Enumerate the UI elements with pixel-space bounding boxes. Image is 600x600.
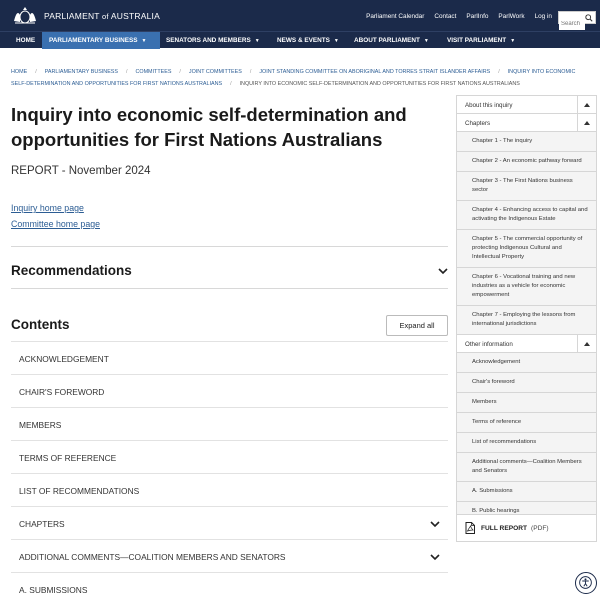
nav-home[interactable]: HOME bbox=[16, 37, 36, 44]
inquiry-home-link[interactable]: Inquiry home page bbox=[11, 203, 84, 213]
login-link[interactable]: Log in bbox=[534, 13, 552, 20]
report-sidebar bbox=[456, 96, 597, 522]
parlinfo-link[interactable]: ParlInfo bbox=[466, 13, 489, 20]
breadcrumb-current: INQUIRY INTO ECONOMIC SELF-DETERMINATION AND OPPORTUNITIES FOR FIRST NATIONS AUSTRALIANS bbox=[239, 81, 520, 87]
breadcrumb-joint-committees[interactable]: JOINT COMMITTEES bbox=[188, 69, 242, 75]
chevron-up-icon[interactable] bbox=[577, 114, 596, 131]
accessibility-button[interactable] bbox=[575, 572, 597, 594]
sidebar-other-list-of-recommendations[interactable]: List of recommendations bbox=[456, 432, 597, 453]
sidebar-other-chairs-foreword[interactable]: Chair's foreword bbox=[456, 372, 597, 393]
site-header bbox=[0, 0, 600, 31]
contents-list bbox=[11, 342, 448, 600]
contents-item-terms-of-reference[interactable]: TERMS OF REFERENCE bbox=[11, 440, 448, 474]
contact-link[interactable]: Contact bbox=[434, 13, 457, 20]
contents-item-acknowledgement[interactable]: ACKNOWLEDGEMENT bbox=[11, 341, 448, 375]
site-logo[interactable] bbox=[12, 7, 160, 25]
full-report-format: (PDF) bbox=[531, 524, 549, 532]
utility-links bbox=[366, 13, 552, 20]
sidebar-chapter-2[interactable]: Chapter 2 - An economic pathway forward bbox=[456, 151, 597, 172]
chevron-down-icon: ▼ bbox=[333, 38, 339, 44]
chevron-up-icon[interactable] bbox=[577, 96, 596, 113]
search-input[interactable] bbox=[559, 19, 585, 30]
sidebar-chapter-4[interactable]: Chapter 4 - Enhancing access to capital and activating the Indigenous Estate bbox=[456, 200, 597, 230]
main-nav bbox=[0, 31, 600, 48]
contents-item-list-of-recommendations[interactable]: LIST OF RECOMMENDATIONS bbox=[11, 473, 448, 507]
nav-news-events[interactable]: NEWS & EVENTS ▼ bbox=[277, 32, 339, 49]
sidebar-chapter-1[interactable]: Chapter 1 - The inquiry bbox=[456, 131, 597, 152]
nav-visit-parliament[interactable]: VISIT PARLIAMENT ▼ bbox=[447, 32, 515, 49]
contents-item-chairs-foreword[interactable]: CHAIR'S FOREWORD bbox=[11, 374, 448, 408]
accessibility-icon bbox=[579, 576, 592, 589]
contents-item-members[interactable]: MEMBERS bbox=[11, 407, 448, 441]
page-title: Inquiry into economic self-determination and opportunities for First Nations Australians bbox=[11, 104, 407, 150]
contents-item-submissions[interactable]: A. SUBMISSIONS bbox=[11, 572, 448, 600]
breadcrumb-joint-standing-committee[interactable]: JOINT STANDING COMMITTEE ON ABORIGINAL AND TORRES STRAIT ISLANDER AFFAIRS bbox=[259, 69, 491, 75]
chevron-down-icon: ▼ bbox=[141, 38, 147, 44]
chevron-down-icon[interactable] bbox=[430, 520, 440, 528]
nav-senators-and-members[interactable]: SENATORS AND MEMBERS ▼ bbox=[166, 32, 260, 49]
sidebar-other-public-hearings[interactable]: B. Public hearings bbox=[456, 501, 597, 522]
breadcrumb-parliamentary-business[interactable]: PARLIAMENTARY BUSINESS bbox=[44, 69, 118, 75]
chevron-down-icon: ▼ bbox=[510, 38, 516, 44]
parliament-calendar-link[interactable]: Parliament Calendar bbox=[366, 13, 425, 20]
divider bbox=[11, 246, 448, 247]
crest-icon bbox=[12, 7, 38, 25]
expand-all-button[interactable]: Expand all bbox=[386, 315, 448, 336]
chevron-down-icon: ▼ bbox=[423, 38, 429, 44]
sidebar-about-inquiry[interactable]: About this inquiry bbox=[456, 95, 597, 114]
divider bbox=[11, 288, 448, 289]
chevron-down-icon: ▼ bbox=[254, 38, 260, 44]
pdf-icon bbox=[465, 522, 475, 534]
report-subtitle: REPORT - November 2024 bbox=[11, 165, 151, 177]
logo-text: PARLIAMENT of AUSTRALIA bbox=[44, 11, 160, 21]
breadcrumb-inquiry[interactable]: INQUIRY INTO ECONOMIC SELF-DETERMINATION AND OPPORTUNITIES FOR FIRST NATIONS AUSTRALIANS bbox=[11, 69, 576, 87]
contents-item-chapters[interactable]: CHAPTERS bbox=[11, 506, 448, 540]
sidebar-chapters-header[interactable]: Chapters bbox=[456, 113, 597, 132]
search-box bbox=[558, 11, 596, 24]
sidebar-chapter-3[interactable]: Chapter 3 - The First Nations business sector bbox=[456, 171, 597, 201]
chevron-up-icon[interactable] bbox=[577, 335, 596, 352]
sidebar-other-information-header[interactable]: Other information bbox=[456, 334, 597, 353]
nav-about-parliament[interactable]: ABOUT PARLIAMENT ▼ bbox=[354, 32, 429, 49]
sidebar-other-additional-comments[interactable]: Additional comments—Coalition Members and Senators bbox=[456, 452, 597, 482]
chevron-down-icon[interactable] bbox=[438, 267, 448, 275]
parlwork-link[interactable]: ParlWork bbox=[498, 13, 525, 20]
contents-heading: Contents bbox=[11, 317, 70, 332]
chevron-down-icon[interactable] bbox=[430, 553, 440, 561]
full-report-label: FULL REPORT bbox=[481, 524, 528, 532]
breadcrumb-committees[interactable]: COMMITTEES bbox=[135, 69, 172, 75]
sidebar-chapter-5[interactable]: Chapter 5 - The commercial opportunity of protecting Indigenous Cultural and Intellectual Property bbox=[456, 229, 597, 268]
sidebar-other-submissions[interactable]: A. Submissions bbox=[456, 481, 597, 502]
sidebar-other-acknowledgement[interactable]: Acknowledgement bbox=[456, 352, 597, 373]
full-report-button[interactable] bbox=[456, 514, 597, 542]
nav-parliamentary-business[interactable]: PARLIAMENTARY BUSINESS ▼ bbox=[42, 32, 160, 49]
breadcrumb: HOME / PARLIAMENTARY BUSINESS / COMMITTEES / JOINT COMMITTEES / JOINT STANDING COMMITTEE ON ABORIGINAL AND TORRES STRAIT ISLANDER AFFAIRS / INQUIRY INTO ECONOMIC SELF-DETERMINATION AND OPPORTUNITIES FOR FIRST NATIONS AUSTRALIANS / INQUIRY INTO ECONOMIC SELF-DETERMINATION AND OPPORTUNITIES FOR FIRST NATIONS AUSTRALIANS bbox=[11, 69, 576, 87]
committee-home-link[interactable]: Committee home page bbox=[11, 219, 100, 229]
breadcrumb-home[interactable]: HOME bbox=[11, 69, 28, 75]
contents-item-additional-comments[interactable]: ADDITIONAL COMMENTS—COALITION MEMBERS AND SENATORS bbox=[11, 539, 448, 573]
sidebar-chapter-6[interactable]: Chapter 6 - Vocational training and new industries as a vehicle for economic empowerment bbox=[456, 267, 597, 306]
sidebar-chapter-7[interactable]: Chapter 7 - Employing the lessons from international jurisdictions bbox=[456, 305, 597, 335]
recommendations-heading[interactable]: Recommendations bbox=[11, 263, 132, 278]
sidebar-other-members[interactable]: Members bbox=[456, 392, 597, 413]
search-icon[interactable] bbox=[585, 14, 593, 22]
sidebar-other-terms-of-reference[interactable]: Terms of reference bbox=[456, 412, 597, 433]
